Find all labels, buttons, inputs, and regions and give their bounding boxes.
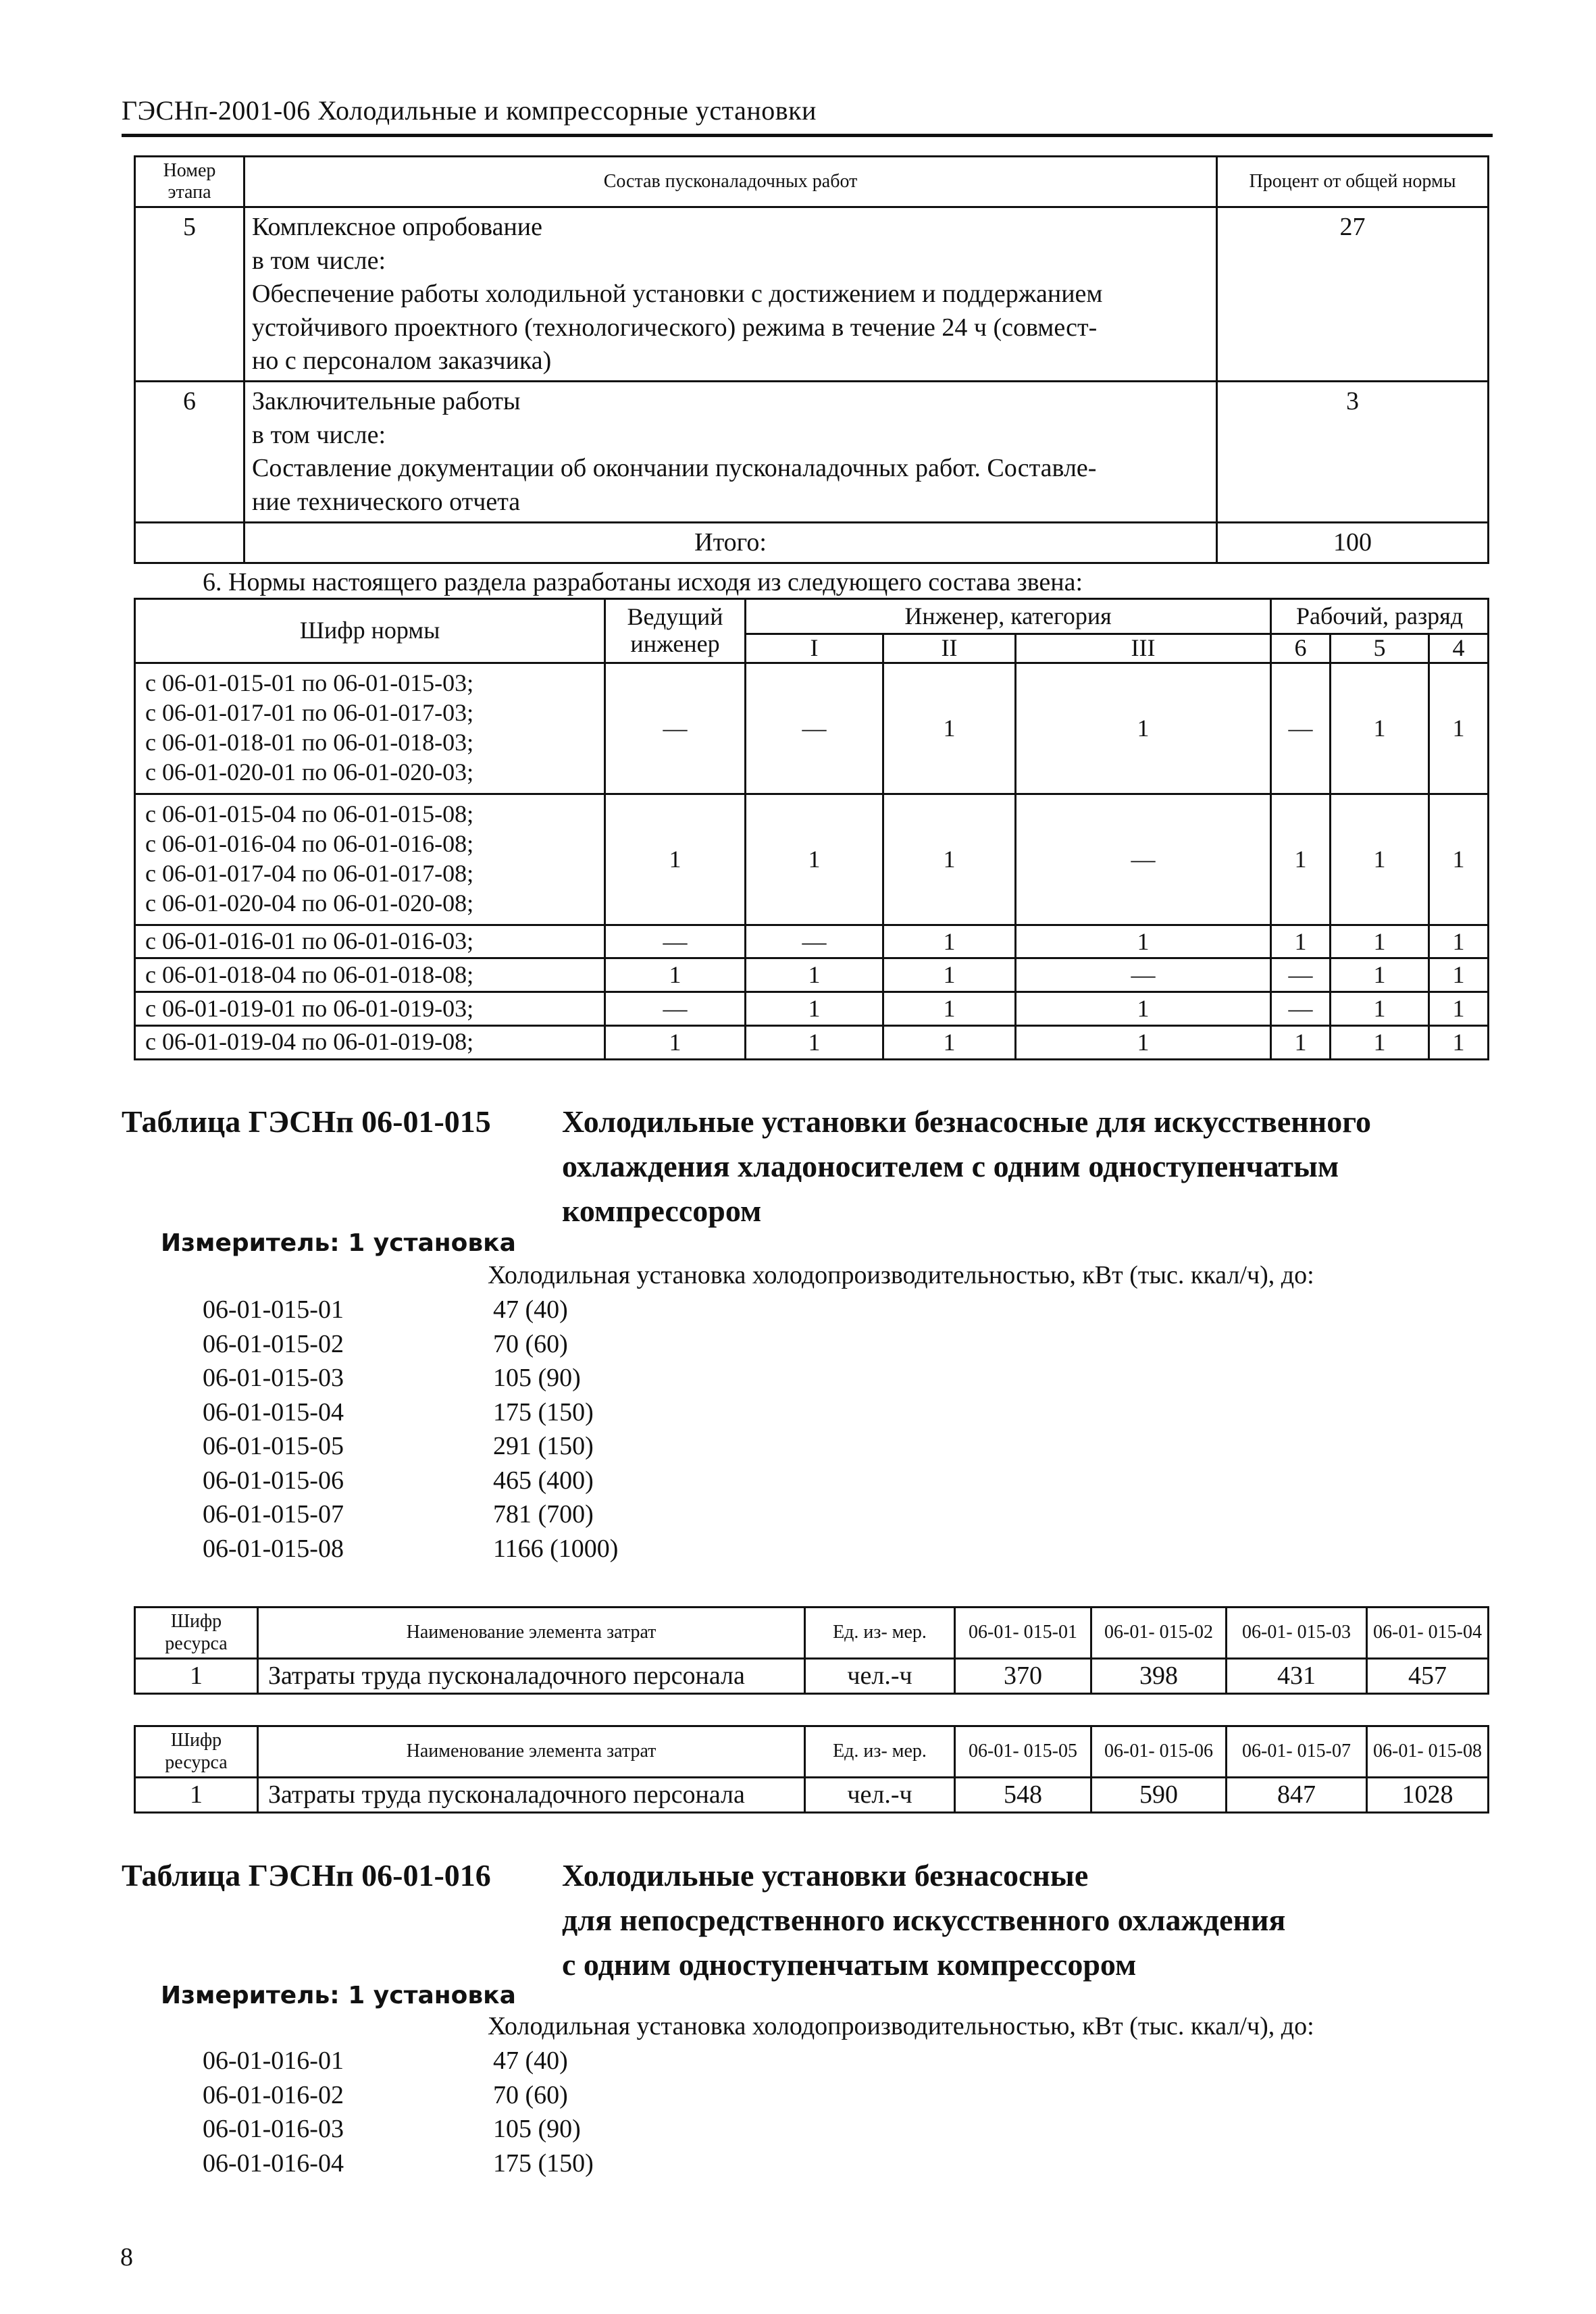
worker-grade-5: 5 bbox=[1331, 634, 1429, 663]
page-number: 8 bbox=[120, 2243, 133, 2271]
team-composition-table bbox=[134, 598, 1489, 1060]
capacity-value: 1166 (1000) bbox=[493, 1534, 619, 1563]
capacity-value: 70 (60) bbox=[493, 1329, 568, 1358]
total-label: Итого: bbox=[244, 522, 1217, 563]
worker-grade-header: Рабочий, разряд bbox=[1271, 599, 1489, 634]
norm-code: 06-01-015-02 bbox=[203, 1329, 344, 1358]
cell: — bbox=[605, 663, 746, 794]
table-row bbox=[135, 1025, 1489, 1059]
title-line: с одним одноступенчатым компрессором bbox=[562, 1947, 1137, 1982]
cell: 1 bbox=[1016, 925, 1271, 958]
cell: — bbox=[1016, 794, 1271, 925]
table-row bbox=[135, 925, 1489, 958]
stage-line: устойчивого проектного (технологического) режима в течение 24 ч (совмест- bbox=[252, 313, 1098, 342]
engineer-cat-1: I bbox=[746, 634, 883, 663]
norm-codes bbox=[135, 663, 605, 794]
cell: 1 bbox=[746, 992, 883, 1026]
stage-description bbox=[244, 382, 1217, 523]
cell: 1 bbox=[1331, 958, 1429, 992]
cell: 1 bbox=[883, 663, 1016, 794]
header-rule bbox=[122, 134, 1493, 137]
capacity-value: 105 (90) bbox=[493, 2115, 581, 2143]
resource-code: 1 bbox=[135, 1778, 258, 1813]
capacity-value: 70 (60) bbox=[493, 2080, 568, 2109]
norm-code: с 06-01-020-01 по 06-01-020-03; bbox=[145, 759, 474, 786]
title-line: для непосредственного искусственного охлаждения bbox=[562, 1903, 1286, 1937]
capacity-value: 175 (150) bbox=[493, 1397, 594, 1426]
norm-code: с 06-01-015-04 по 06-01-015-08; bbox=[145, 800, 474, 828]
cell: 1 bbox=[1016, 992, 1271, 1026]
cost-element-name: Затраты труда пусконаладочного персонала bbox=[258, 1778, 805, 1813]
worker-grade-6: 6 bbox=[1271, 634, 1331, 663]
norm-code: с 06-01-017-01 по 06-01-017-03; bbox=[145, 699, 474, 727]
cell: 1 bbox=[605, 1025, 746, 1059]
capacity-value: 47 (40) bbox=[493, 2047, 568, 2075]
norm-code: с 06-01-016-01 по 06-01-016-03; bbox=[135, 925, 605, 958]
stage-line: Обеспечение работы холодильной установки с достижением и поддержанием bbox=[252, 280, 1103, 309]
cell: 370 bbox=[955, 1659, 1091, 1694]
stage-line: Комплексное опробование bbox=[252, 213, 543, 242]
stage-number: 5 bbox=[135, 207, 244, 382]
norm-code: 06-01-016-04 bbox=[203, 2149, 344, 2178]
capacity-value: 291 (150) bbox=[493, 1432, 594, 1460]
cell: 1 bbox=[883, 958, 1016, 992]
norm-code: 06-01-015-01 bbox=[203, 1295, 344, 1324]
section-016-measure: Измеритель: 1 установка bbox=[161, 1982, 516, 2009]
cell: 1 bbox=[1016, 663, 1271, 794]
resource-code: 1 bbox=[135, 1659, 258, 1694]
capacity-value: 105 (90) bbox=[493, 1364, 581, 1392]
table-row bbox=[135, 1659, 1489, 1694]
norm-code: с 06-01-015-01 по 06-01-015-03; bbox=[145, 669, 474, 697]
cost-table-2 bbox=[134, 1725, 1489, 1814]
total-row bbox=[135, 522, 1489, 563]
table-row bbox=[135, 382, 1489, 523]
table-row bbox=[135, 992, 1489, 1026]
stage-line: в том числе: bbox=[252, 246, 386, 275]
norm-code: с 06-01-020-04 по 06-01-020-08; bbox=[145, 890, 474, 917]
stage-line: в том числе: bbox=[252, 420, 386, 449]
cell: 1 bbox=[883, 794, 1016, 925]
cell: — bbox=[1016, 958, 1271, 992]
cell: 1 bbox=[1429, 958, 1489, 992]
cell: — bbox=[605, 925, 746, 958]
unit-header: Ед. из- мер. bbox=[805, 1726, 955, 1778]
engineer-cat-2: II bbox=[883, 634, 1016, 663]
section-015-measure: Измеритель: 1 установка bbox=[161, 1229, 516, 1257]
worker-grade-4: 4 bbox=[1429, 634, 1489, 663]
norm-column-header: 06-01- 015-06 bbox=[1091, 1726, 1227, 1778]
cell: 1 bbox=[1331, 663, 1429, 794]
capacity-value: 175 (150) bbox=[493, 2149, 594, 2178]
cell: 1 bbox=[883, 1025, 1016, 1059]
cell: 1 bbox=[1016, 1025, 1271, 1059]
norm-code: 06-01-016-01 bbox=[203, 2047, 344, 2075]
cell: 1 bbox=[1331, 1025, 1429, 1059]
cell: 1 bbox=[1271, 925, 1331, 958]
stage-line: ние технического отчета bbox=[252, 487, 521, 516]
cell: 1 bbox=[1331, 925, 1429, 958]
norm-column-header: 06-01- 015-05 bbox=[955, 1726, 1091, 1778]
section-016-label: Таблица ГЭСНп 06-01-016 bbox=[122, 1858, 491, 1893]
table-row bbox=[135, 958, 1489, 992]
cell: — bbox=[1271, 958, 1331, 992]
cell: 1 bbox=[1331, 794, 1429, 925]
stage-number: 6 bbox=[135, 382, 244, 523]
cell: — bbox=[746, 925, 883, 958]
cell: 1 bbox=[1429, 663, 1489, 794]
percent-header: Процент от общей нормы bbox=[1217, 157, 1489, 207]
stage-percent: 3 bbox=[1217, 382, 1489, 523]
cell: 1 bbox=[1331, 992, 1429, 1026]
capacity-value: 465 (400) bbox=[493, 1466, 594, 1495]
cell: 1 bbox=[746, 1025, 883, 1059]
running-header: ГЭСНп-2001-06 Холодильные и компрессорные установки bbox=[122, 95, 817, 126]
norm-code: 06-01-015-03 bbox=[203, 1364, 344, 1392]
table-row bbox=[135, 1778, 1489, 1813]
cost-element-name: Затраты труда пусконаладочного персонала bbox=[258, 1659, 805, 1694]
unit: чел.-ч bbox=[805, 1778, 955, 1813]
unit: чел.-ч bbox=[805, 1659, 955, 1694]
norm-code: с 06-01-019-04 по 06-01-019-08; bbox=[135, 1025, 605, 1059]
resource-code-header: Шифр ресурса bbox=[135, 1608, 258, 1659]
cell: 457 bbox=[1367, 1659, 1489, 1694]
cell: 548 bbox=[955, 1778, 1091, 1813]
cost-element-header: Наименование элемента затрат bbox=[258, 1608, 805, 1659]
norm-column-header: 06-01- 015-03 bbox=[1227, 1608, 1367, 1659]
cell: 1 bbox=[1429, 992, 1489, 1026]
norm-code: 06-01-015-04 bbox=[203, 1397, 344, 1426]
norm-code: 06-01-016-03 bbox=[203, 2115, 344, 2143]
table-row bbox=[135, 794, 1489, 925]
norm-code: с 06-01-018-01 по 06-01-018-03; bbox=[145, 729, 474, 756]
title-line: Холодильные установки безнасосные bbox=[562, 1858, 1089, 1893]
capacity-value: 47 (40) bbox=[493, 1295, 568, 1324]
table-row bbox=[135, 663, 1489, 794]
norm-column-header: 06-01- 015-04 bbox=[1367, 1608, 1489, 1659]
norm-code: 06-01-015-05 bbox=[203, 1432, 344, 1460]
cell: — bbox=[605, 992, 746, 1026]
cell: 590 bbox=[1091, 1778, 1227, 1813]
cell: 1 bbox=[1271, 794, 1331, 925]
section-015-label: Таблица ГЭСНп 06-01-015 bbox=[122, 1104, 491, 1139]
norm-code: с 06-01-019-01 по 06-01-019-03; bbox=[135, 992, 605, 1026]
stage-line: Заключительные работы bbox=[252, 387, 521, 416]
cell: — bbox=[746, 663, 883, 794]
section-016-capacity: Холодильная установка холодопроизводительностью, кВт (тыс. ккал/ч), до: bbox=[488, 2012, 1314, 2040]
cell: 1 bbox=[883, 925, 1016, 958]
resource-code-header: Шифр ресурса bbox=[135, 1726, 258, 1778]
cell: 1 bbox=[605, 794, 746, 925]
stages-table bbox=[134, 155, 1489, 564]
lead-engineer-header: Ведущий инженер bbox=[605, 599, 746, 663]
norm-column-header: 06-01- 015-02 bbox=[1091, 1608, 1227, 1659]
cost-element-header: Наименование элемента затрат bbox=[258, 1726, 805, 1778]
norm-codes bbox=[135, 794, 605, 925]
section-016-title bbox=[562, 1853, 1508, 1987]
stage-line: Составление документации об окончании пусконаладочных работ. Составле- bbox=[252, 454, 1097, 483]
engineer-category-header: Инженер, категория bbox=[746, 599, 1271, 634]
capacity-value: 781 (700) bbox=[493, 1500, 594, 1528]
work-composition-header: Состав пусконаладочных работ bbox=[244, 157, 1217, 207]
section-015-capacity: Холодильная установка холодопроизводительностью, кВт (тыс. ккал/ч), до: bbox=[488, 1261, 1314, 1289]
norm-code: 06-01-016-02 bbox=[203, 2080, 344, 2109]
norm-code: 06-01-015-06 bbox=[203, 1466, 344, 1495]
norm-code: 06-01-015-08 bbox=[203, 1534, 344, 1563]
norm-code: 06-01-015-07 bbox=[203, 1500, 344, 1528]
cell: 1 bbox=[1271, 1025, 1331, 1059]
section-015-title: Холодильные установки безнасосные для искусственного охлаждения хладоносителем с одним одноступенчатым компрессором bbox=[562, 1104, 1372, 1228]
unit-header: Ед. из- мер. bbox=[805, 1608, 955, 1659]
norm-code-header: Шифр нормы bbox=[135, 599, 605, 663]
cost-table-1 bbox=[134, 1606, 1489, 1695]
cell: — bbox=[1271, 992, 1331, 1026]
norm-code: с 06-01-018-04 по 06-01-018-08; bbox=[135, 958, 605, 992]
cell: 1 bbox=[605, 958, 746, 992]
cell: 431 bbox=[1227, 1659, 1367, 1694]
norm-column-header: 06-01- 015-01 bbox=[955, 1608, 1091, 1659]
cell: 1 bbox=[746, 958, 883, 992]
norm-code: с 06-01-016-04 по 06-01-016-08; bbox=[145, 830, 474, 858]
stage-description bbox=[244, 207, 1217, 382]
cell: 1 bbox=[883, 992, 1016, 1026]
norm-column-header: 06-01- 015-07 bbox=[1227, 1726, 1367, 1778]
norm-column-header: 06-01- 015-08 bbox=[1367, 1726, 1489, 1778]
cell: 398 bbox=[1091, 1659, 1227, 1694]
cell: 1 bbox=[1429, 1025, 1489, 1059]
total-value: 100 bbox=[1217, 522, 1489, 563]
stage-number-header: Номер этапа bbox=[135, 157, 244, 207]
norm-code: с 06-01-017-04 по 06-01-017-08; bbox=[145, 860, 474, 888]
cell: 847 bbox=[1227, 1778, 1367, 1813]
table-row bbox=[135, 207, 1489, 382]
stage-percent: 27 bbox=[1217, 207, 1489, 382]
paragraph-6: 6. Нормы настоящего раздела разработаны исходя из следующего состава звена: bbox=[203, 568, 1083, 596]
stage-line: но с персоналом заказчика) bbox=[252, 346, 552, 375]
cell: — bbox=[1271, 663, 1331, 794]
cell: 1028 bbox=[1367, 1778, 1489, 1813]
cell: 1 bbox=[1429, 794, 1489, 925]
engineer-cat-3: III bbox=[1016, 634, 1271, 663]
cell: 1 bbox=[746, 794, 883, 925]
cell: 1 bbox=[1429, 925, 1489, 958]
